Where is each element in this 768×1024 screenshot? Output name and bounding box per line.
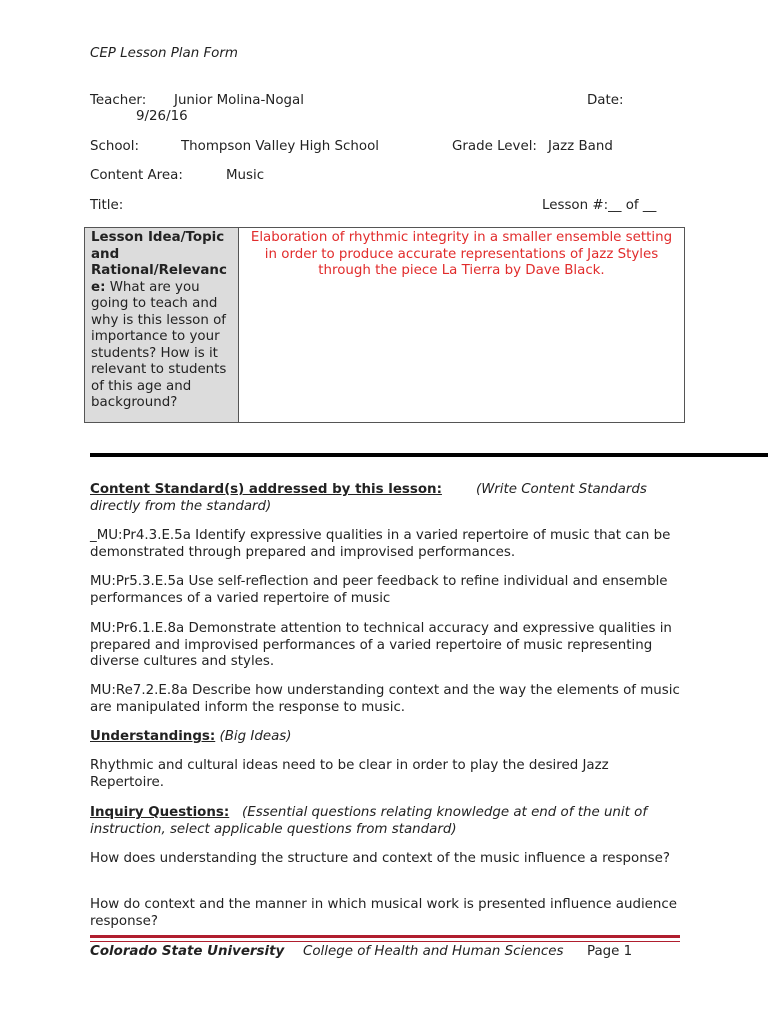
content-standards-note: (Write Content Standards directly from the standard) — [90, 482, 647, 514]
footer-college: College of Health and Human Sciences — [303, 944, 564, 959]
footer-page-number: Page 1 — [587, 944, 633, 959]
inquiry-heading: Inquiry Questions: — [90, 805, 230, 820]
inquiry-question: How do context and the manner in which musical work is presented influence audience response? — [90, 897, 678, 929]
lesson-idea-body: Elaboration of rhythmic integrity in a smaller ensemble setting in order to produce accurate representations of Jazz Styles through the piece La Tierra by Dave Black. — [250, 230, 673, 278]
content-area-value: Music — [226, 168, 265, 183]
school-value: Thompson Valley High School — [181, 139, 379, 154]
footer-rule-thin — [90, 941, 680, 942]
understandings-text: Rhythmic and cultural ideas need to be clear in order to play the desired Jazz Repertoire. — [90, 758, 609, 790]
inquiry-question: How does understanding the structure and context of the music influence a response? — [90, 851, 671, 866]
understandings-note: (Big Ideas) — [219, 729, 292, 744]
footer-university: Colorado State University — [90, 944, 285, 959]
teacher-label: Teacher: — [90, 93, 147, 108]
inquiry-note: (Essential questions relating knowledge at end of the unit of instruction, select applicable questions from standard) — [90, 805, 648, 837]
lesson-idea-body-cell — [239, 228, 685, 423]
grade-value: Jazz Band — [548, 139, 613, 154]
title-label: Title: — [90, 198, 124, 213]
content-standards-heading: Content Standard(s) addressed by this lesson: — [90, 482, 442, 497]
grade-label: Grade Level: — [452, 139, 537, 154]
teacher-value: Junior Molina-Nogal — [174, 93, 304, 108]
understandings-heading: Understandings: — [90, 729, 216, 744]
lesson-number-label: Lesson #:__ of __ — [542, 198, 657, 213]
footer-rule-thick — [90, 935, 680, 938]
content-standards-heading-block — [90, 482, 680, 515]
lesson-idea-label-prompt: What are you going to teach and why is this lesson of importance to your students? How is it relevant to students of this age and background? — [91, 279, 227, 410]
inquiry-heading-block — [90, 805, 680, 838]
standard-item: _MU:Pr4.3.E.5a Identify expressive qualities in a varied repertoire of music that can be demonstrated through prepared and improvised performances. — [90, 528, 671, 560]
date-label: Date: — [587, 93, 624, 108]
lesson-idea-label-cell — [85, 228, 239, 423]
standard-item: MU:Pr6.1.E.8a Demonstrate attention to technical accuracy and expressive qualities in prepared and improvised performances of a varied repertoire of music representing diverse cultures and styles. — [90, 621, 672, 669]
understandings-heading-block — [90, 729, 680, 746]
lesson-idea-table — [84, 227, 685, 423]
form-title: CEP Lesson Plan Form — [90, 46, 238, 61]
standard-item: MU:Re7.2.E.8a Describe how understanding context and the way the elements of music are manipulated inform the response to music. — [90, 683, 680, 715]
date-value: 9/26/16 — [136, 109, 188, 124]
content-area-label: Content Area: — [90, 168, 183, 183]
standard-item: MU:Pr5.3.E.5a Use self-reflection and peer feedback to refine individual and ensemble performances of a varied repertoire of music — [90, 574, 668, 606]
lesson-idea-label-heading: Lesson Idea/Topic and Rational/Relevance: — [91, 230, 227, 295]
school-label: School: — [90, 139, 139, 154]
section-divider — [90, 453, 768, 457]
